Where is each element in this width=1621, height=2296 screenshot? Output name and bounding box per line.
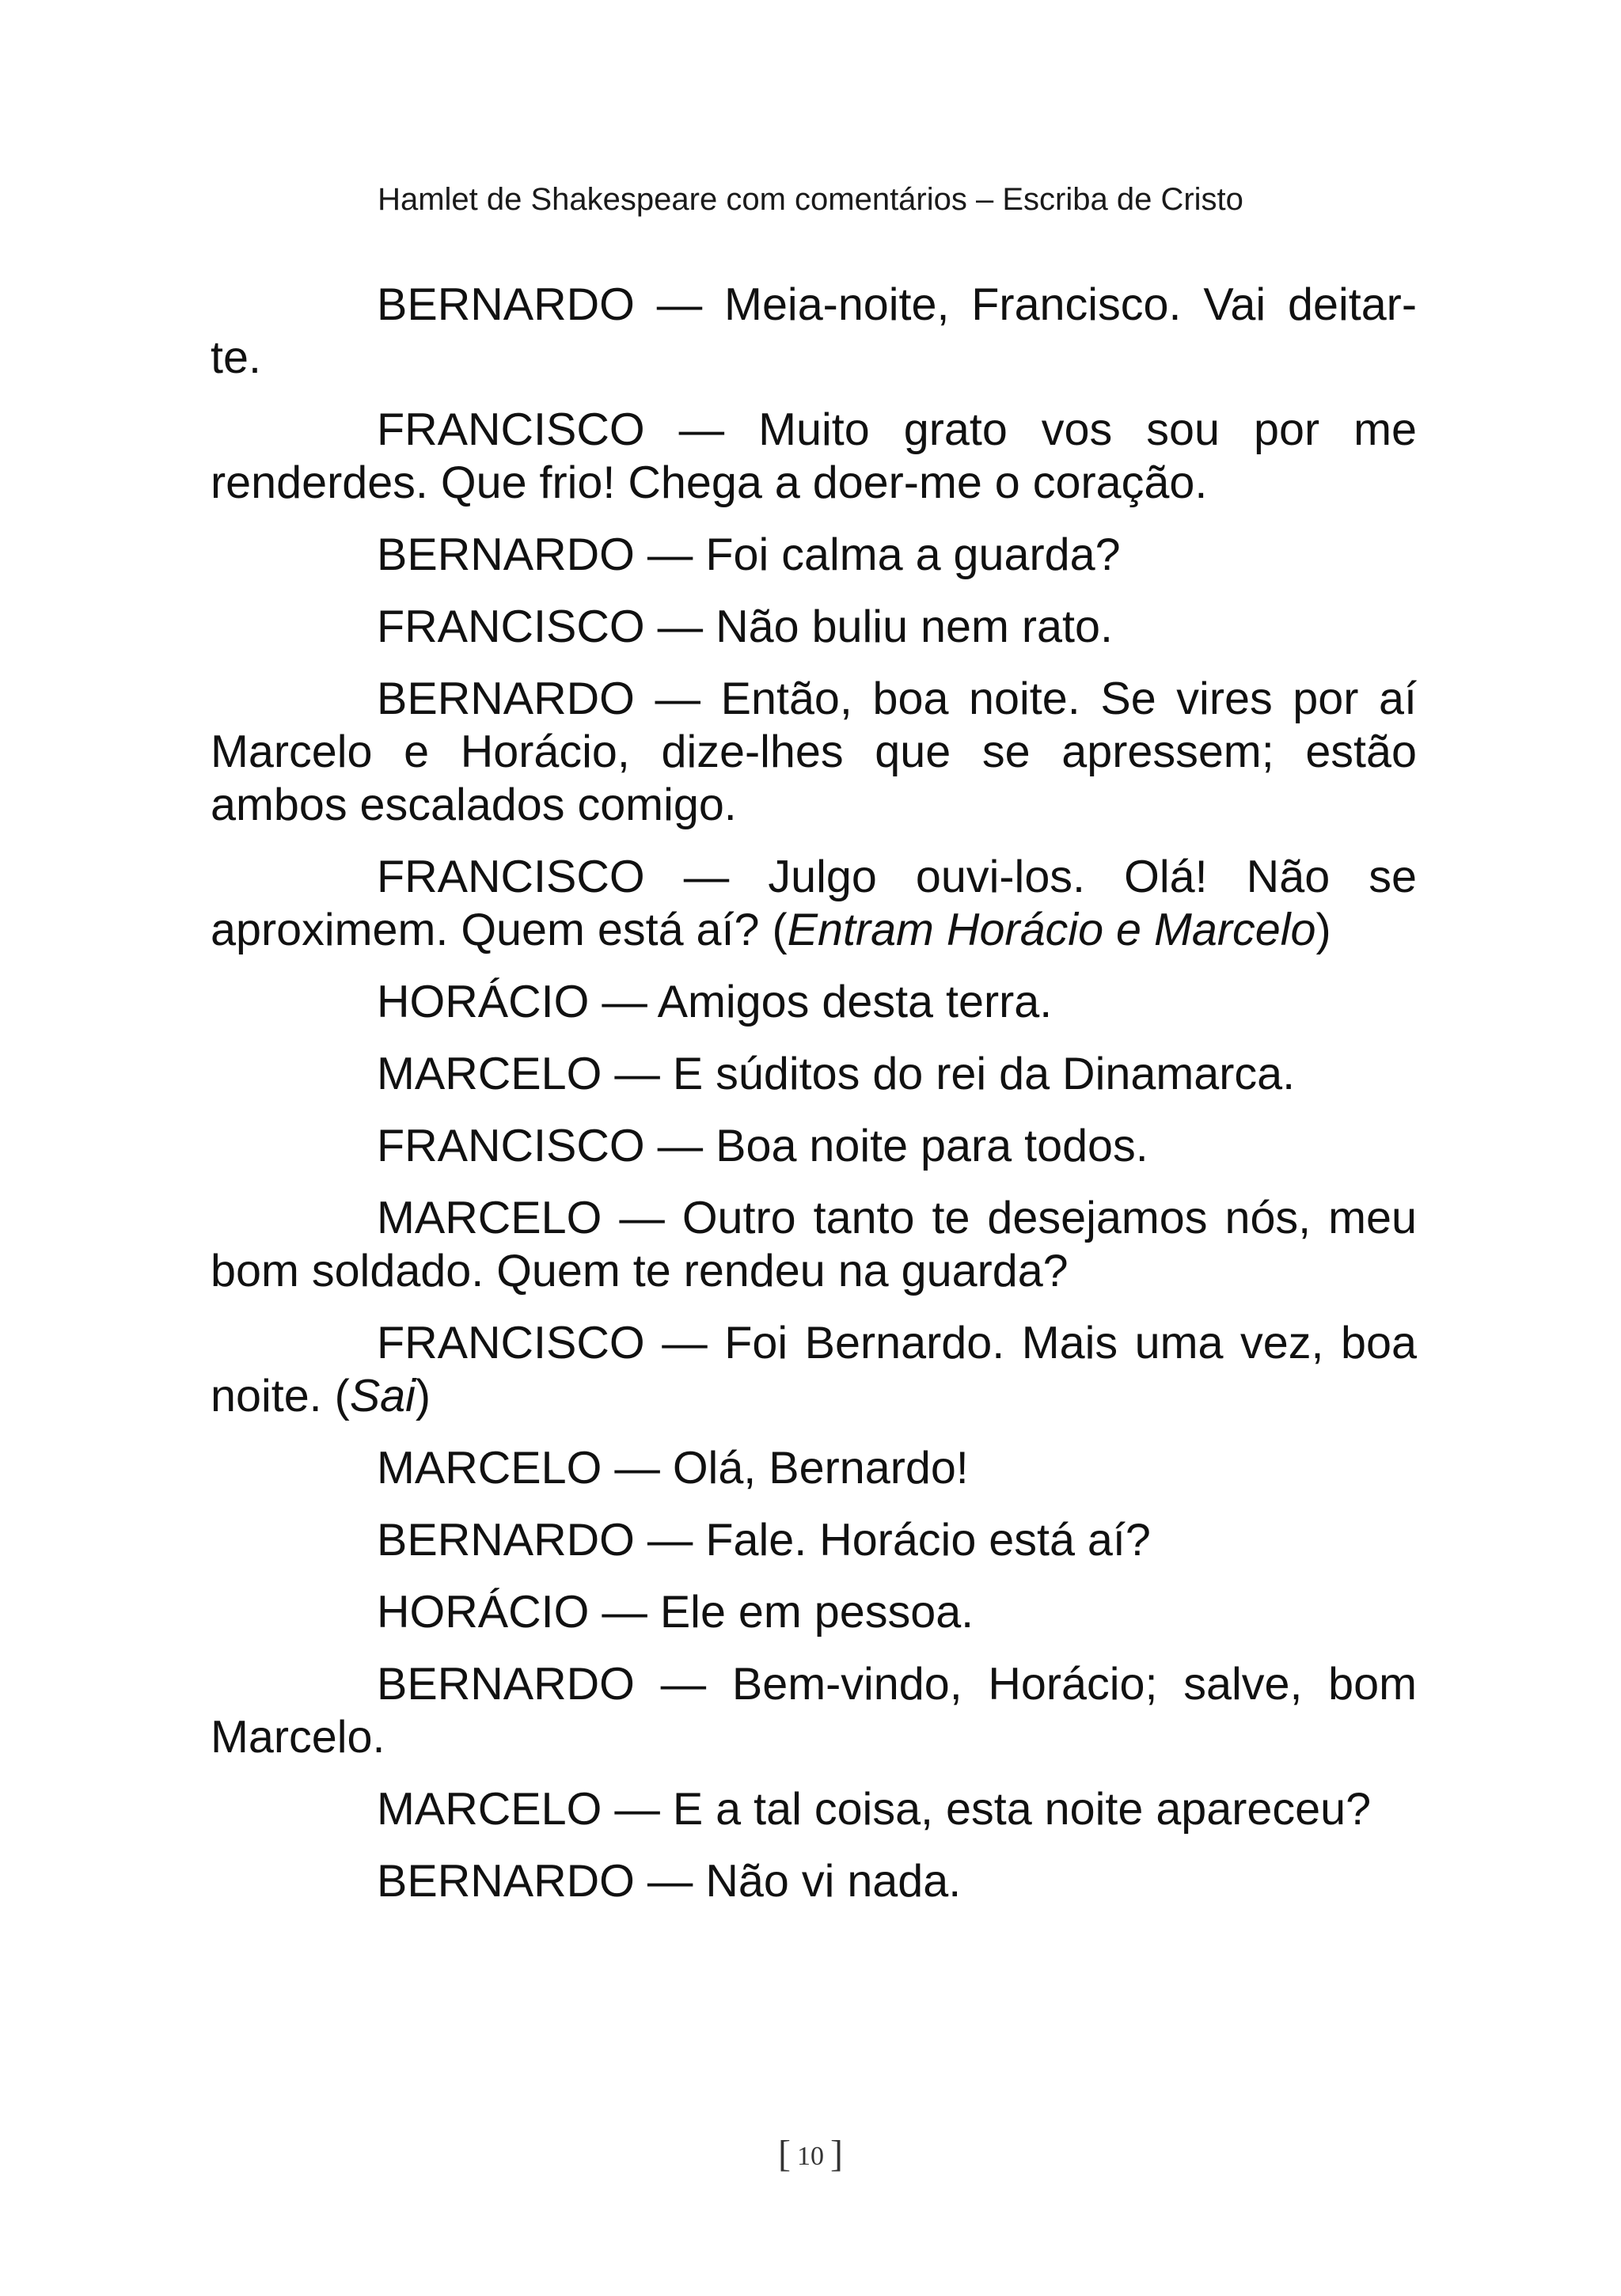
dialogue-line: HORÁCIO — Amigos desta terra. (377, 977, 1053, 1027)
speaker-name: FRANCISCO (377, 1318, 645, 1368)
speech-text: Julgo ouvi-los. Olá! Não se aproximem. Quem está aí? (211, 852, 1417, 955)
speaker-name: FRANCISCO (377, 1121, 645, 1171)
page-number-open-bracket: [ (778, 2133, 791, 2175)
speaker-name: FRANCISCO (377, 602, 645, 652)
speech-text: Foi Bernardo. Mais uma vez, boa noite. (211, 1318, 1417, 1421)
dialogue-line: HORÁCIO — Ele em pessoa. (377, 1587, 974, 1638)
speaker-name: BERNARDO (377, 279, 635, 330)
speaker-name: MARCELO (377, 1193, 602, 1243)
page-number-close-bracket: ] (830, 2133, 843, 2175)
dialogue-line: FRANCISCO — Boa noite para todos. (377, 1121, 1148, 1171)
speaker-name: FRANCISCO (377, 852, 645, 902)
speech-text: Foi calma a guarda? (705, 529, 1121, 580)
speech-text: Meia-noite, Francisco. Vai deitar-te. (211, 279, 1417, 383)
dialogue-line: FRANCISCO — Foi Bernardo. Mais uma vez, boa noite. (Sai) (211, 1318, 1417, 1421)
speaker-name: BERNARDO (377, 674, 635, 724)
speech-text: Não buliu nem rato. (716, 602, 1113, 652)
speaker-name: FRANCISCO (377, 404, 645, 455)
speech-text: E a tal coisa, esta noite apareceu? (672, 1784, 1372, 1835)
stage-direction: Sai (349, 1371, 416, 1421)
speech-text: E súditos do rei da Dinamarca. (672, 1049, 1296, 1099)
dialogue-line: BERNARDO — Então, boa noite. Se vires por aí Marcelo e Horácio, dize-lhes que se apressem; estão ambos escalados comigo. (211, 674, 1417, 830)
page-number (0, 2135, 1621, 2176)
speaker-name: BERNARDO (377, 529, 635, 580)
dialogue-line: FRANCISCO — Julgo ouvi-los. Olá! Não se aproximem. Quem está aí? (Entram Horácio e Marcelo) (211, 852, 1417, 955)
speech-text: Amigos desta terra. (657, 977, 1053, 1027)
speech-text: Ele em pessoa. (659, 1587, 974, 1638)
dialogue-line: BERNARDO — Bem-vindo, Horácio; salve, bom Marcelo. (211, 1659, 1418, 1763)
running-header: Hamlet de Shakespeare com comentários – Escriba de Cristo (378, 182, 1243, 217)
speech-text: Boa noite para todos. (716, 1121, 1148, 1171)
speech-text: Então, boa noite. Se vires por aí Marcelo e Horácio, dize-lhes que se apressem; estão ambos escalados comigo. (211, 674, 1417, 830)
dialogue-line: MARCELO — Olá, Bernardo! (377, 1443, 969, 1493)
speaker-name: HORÁCIO (377, 1587, 590, 1638)
speaker-name: BERNARDO (377, 1515, 635, 1565)
dialogue-line: FRANCISCO — Não buliu nem rato. (377, 602, 1113, 652)
dialogue-line: BERNARDO — Não vi nada. (377, 1856, 962, 1907)
speaker-name: BERNARDO (377, 1659, 635, 1710)
page-number-value: 10 (797, 2142, 824, 2171)
speaker-name: BERNARDO (377, 1856, 635, 1907)
dialogue-line: MARCELO — E súditos do rei da Dinamarca. (377, 1049, 1296, 1099)
play-dialogue (211, 279, 1417, 1927)
dialogue-line: BERNARDO — Foi calma a guarda? (377, 529, 1121, 580)
speech-text: Olá, Bernardo! (672, 1443, 969, 1493)
speech-text: Outro tanto te desejamos nós, meu bom soldado. Quem te rendeu na guarda? (211, 1193, 1417, 1296)
speaker-name: MARCELO (377, 1443, 602, 1493)
speaker-name: MARCELO (377, 1784, 602, 1835)
dialogue-line: BERNARDO — Meia-noite, Francisco. Vai deitar-te. (211, 279, 1417, 383)
stage-direction: Entram Horácio e Marcelo (787, 905, 1316, 955)
speaker-name: MARCELO (377, 1049, 602, 1099)
dialogue-line: MARCELO — E a tal coisa, esta noite apareceu? (377, 1784, 1372, 1835)
speech-text: Muito grato vos sou por me renderdes. Que frio! Chega a doer-me o coração. (211, 404, 1417, 508)
speech-text: Fale. Horácio está aí? (705, 1515, 1151, 1565)
speech-text: Bem-vindo, Horácio; salve, bom Marcelo. (211, 1659, 1418, 1763)
dialogue-line: BERNARDO — Fale. Horácio está aí? (377, 1515, 1151, 1565)
dialogue-line: FRANCISCO — Muito grato vos sou por me renderdes. Que frio! Chega a doer-me o coração. (211, 404, 1417, 508)
speech-text: Não vi nada. (705, 1856, 962, 1907)
speaker-name: HORÁCIO (377, 977, 590, 1027)
dialogue-line: MARCELO — Outro tanto te desejamos nós, meu bom soldado. Quem te rendeu na guarda? (211, 1193, 1417, 1296)
